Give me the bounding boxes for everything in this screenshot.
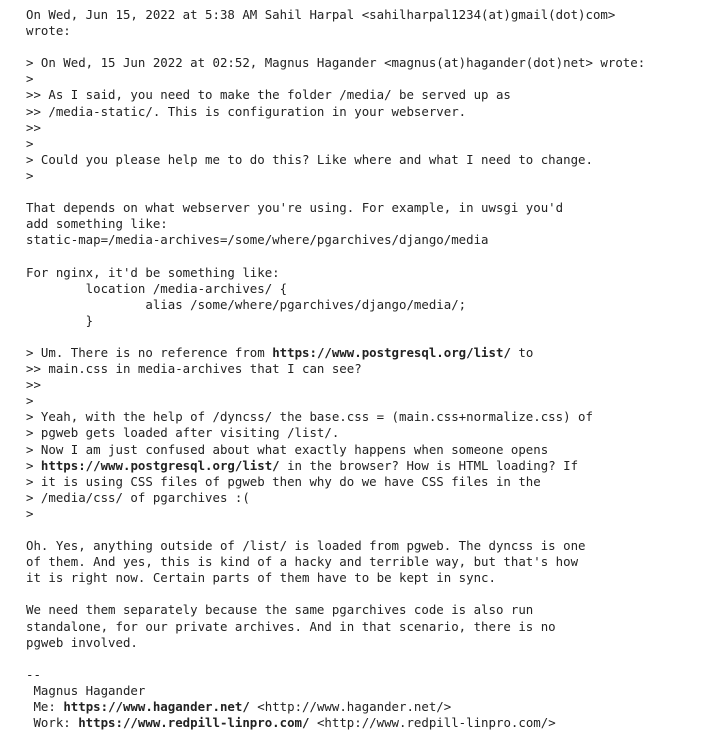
email-text: > xyxy=(26,71,34,87)
blank-line xyxy=(26,586,722,602)
email-text: >> xyxy=(26,119,41,135)
email-text: On Wed, Jun 15, 2022 at 5:38 AM Sahil Harpal <sahilharpal1234(at)gmail(dot)com> xyxy=(26,7,616,22)
email-line xyxy=(26,425,722,441)
email-text: >> /media-static/. This is configuration in your webserver. xyxy=(26,103,467,119)
email-text: >> main.css in media-archives that I can see? xyxy=(26,361,362,377)
email-text: add something like: xyxy=(26,216,168,232)
email-line xyxy=(26,104,722,120)
email-text: > pgweb gets loaded after visiting /list/. xyxy=(26,425,340,441)
email-text: pgweb involved. xyxy=(26,634,138,650)
email-line xyxy=(26,23,722,39)
email-line xyxy=(26,55,722,71)
email-text: > Yeah, with the help of /dyncss/ the base.css = (main.css+normalize.css) of xyxy=(26,409,593,425)
email-text: standalone, for our private archives. And in that scenario, there is no xyxy=(26,618,556,634)
email-line xyxy=(26,7,722,23)
blank-line xyxy=(26,651,722,667)
blank-line xyxy=(26,39,722,55)
email-line xyxy=(26,87,722,103)
email-line xyxy=(26,442,722,458)
email-body xyxy=(26,7,722,731)
email-line xyxy=(26,667,722,683)
blank-line xyxy=(26,248,722,264)
email-line xyxy=(26,71,722,87)
email-text: <http://www.redpill-linpro.com/> xyxy=(309,715,556,731)
email-link[interactable]: https://www.postgresql.org/list/ xyxy=(272,344,511,360)
email-line xyxy=(26,409,722,425)
email-line xyxy=(26,554,722,570)
email-line xyxy=(26,570,722,586)
email-line xyxy=(26,538,722,554)
email-text: > it is using CSS files of pgweb then why do we have CSS files in the xyxy=(26,473,541,489)
email-line xyxy=(26,393,722,409)
email-text: <http://www.hagander.net/> xyxy=(249,699,452,715)
email-line xyxy=(26,361,722,377)
email-text: location /media-archives/ { xyxy=(26,280,288,296)
email-line xyxy=(26,699,722,715)
email-text: >> xyxy=(26,377,41,393)
email-text: static-map=/media-archives=/some/where/pgarchives/django/media xyxy=(26,232,489,248)
email-text: it is right now. Certain parts of them have to be kept in sync. xyxy=(26,570,496,586)
email-text: Magnus Hagander xyxy=(26,682,146,698)
email-line xyxy=(26,120,722,136)
email-line xyxy=(26,200,722,216)
blank-line xyxy=(26,184,722,200)
email-line xyxy=(26,602,722,618)
email-text: We need them separately because the same pgarchives code is also run xyxy=(26,602,534,618)
email-text: > /media/css/ of pgarchives :( xyxy=(26,489,250,505)
email-line xyxy=(26,168,722,184)
email-text: -- xyxy=(26,666,41,682)
email-text: > xyxy=(26,135,34,151)
email-text: of them. And yes, this is kind of a hacky and terrible way, but that's how xyxy=(26,554,579,570)
blank-line xyxy=(26,522,722,538)
email-text: to xyxy=(510,344,534,360)
email-text: That depends on what webserver you're using. For example, in uwsgi you'd xyxy=(26,200,564,216)
email-line xyxy=(26,345,722,361)
email-text: > xyxy=(26,167,34,183)
email-text: alias /some/where/pgarchives/django/media/; xyxy=(26,296,467,312)
email-line xyxy=(26,265,722,281)
email-link[interactable]: https://www.redpill-linpro.com/ xyxy=(78,715,310,731)
email-line xyxy=(26,232,722,248)
email-line xyxy=(26,297,722,313)
email-line xyxy=(26,281,722,297)
email-link[interactable]: https://www.postgresql.org/list/ xyxy=(40,457,280,473)
email-line xyxy=(26,506,722,522)
email-line xyxy=(26,216,722,232)
email-line xyxy=(26,377,722,393)
email-text: > xyxy=(26,505,34,521)
email-text: > Um. There is no reference from xyxy=(26,344,273,360)
email-link[interactable]: https://www.hagander.net/ xyxy=(63,699,250,715)
email-line xyxy=(26,152,722,168)
email-text: > On Wed, 15 Jun 2022 at 02:52, Magnus Hagander <magnus(at)hagander(dot)net> wrote: xyxy=(26,55,646,71)
email-line xyxy=(26,715,722,731)
email-line xyxy=(26,490,722,506)
email-text: Work: xyxy=(26,715,79,731)
email-text: For nginx, it'd be something like: xyxy=(26,264,280,280)
email-text: >> As I said, you need to make the folder /media/ be served up as xyxy=(26,87,511,103)
email-text: > xyxy=(26,457,41,473)
email-line xyxy=(26,683,722,699)
email-line xyxy=(26,619,722,635)
email-text: Me: xyxy=(26,699,64,715)
email-line xyxy=(26,635,722,651)
email-text: > Now I am just confused about what exactly happens when someone opens xyxy=(26,441,549,457)
email-line xyxy=(26,474,722,490)
email-line xyxy=(26,458,722,474)
email-line xyxy=(26,313,722,329)
email-text: } xyxy=(26,312,94,328)
email-text: > xyxy=(26,393,34,409)
email-text: in the browser? How is HTML loading? If xyxy=(279,457,579,473)
email-text: > Could you please help me to do this? Like where and what I need to change. xyxy=(26,151,593,167)
email-line xyxy=(26,136,722,152)
email-text: Oh. Yes, anything outside of /list/ is loaded from pgweb. The dyncss is one xyxy=(26,538,586,554)
blank-line xyxy=(26,329,722,345)
email-text: wrote: xyxy=(26,23,71,39)
